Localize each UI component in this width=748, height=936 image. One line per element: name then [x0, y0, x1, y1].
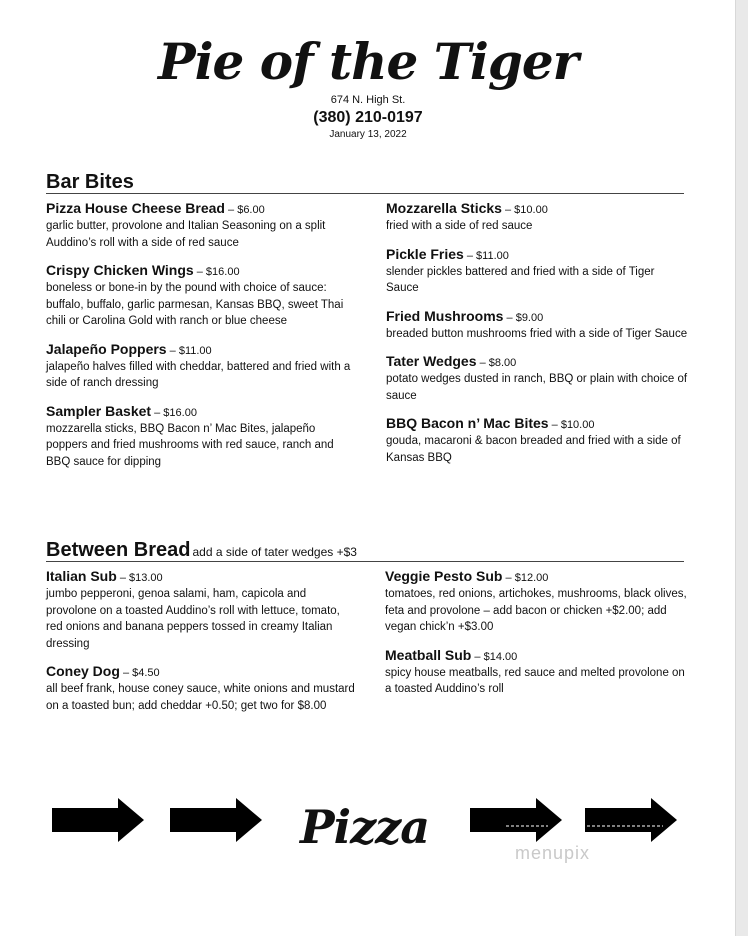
item-price: – $11.00 — [166, 344, 212, 357]
menu-item — [46, 567, 356, 652]
item-name: Tater Wedges — [386, 353, 477, 369]
item-name: Fried Mushrooms — [386, 307, 504, 324]
item-description: gouda, macaroni & bacon breaded and fried with a side of Kansas BBQ — [386, 435, 681, 464]
item-price: – $8.00 — [476, 357, 517, 369]
item-description: potato wedges dusted in ranch, BBQ or plain with choice of sauce — [386, 373, 688, 402]
item-price: – $14.00 — [471, 650, 518, 663]
item-description: spicy house meatballs, red sauce and melted provolone on a toasted Auddino’s roll — [385, 666, 685, 695]
menu-item — [46, 662, 356, 714]
item-name: Coney Dog — [46, 663, 120, 679]
menu-item — [46, 261, 356, 330]
item-description: tomatoes, red onions, artichokes, mushrooms, black olives, feta and provolone – add bacon or chicken +$2.00; add vegan chick’n +$3.00 — [385, 588, 687, 633]
item-name: Mozzarella Sticks — [386, 200, 502, 216]
menu-item — [385, 646, 691, 698]
item-description: fried with a side of red sauce — [386, 220, 533, 232]
item-price: – $9.00 — [503, 311, 544, 324]
menu-item — [386, 245, 690, 297]
menu-item — [386, 414, 690, 466]
bar-bites-left-column — [46, 199, 356, 480]
menu-item — [46, 402, 356, 471]
arrow-right-icon — [468, 796, 564, 844]
item-name: BBQ Bacon n’ Mac Bites — [386, 415, 549, 431]
menu-item — [46, 340, 356, 392]
item-name: Italian Sub — [46, 568, 117, 584]
item-price: – $11.00 — [463, 249, 509, 262]
item-description: garlic butter, provolone and Italian Seasoning on a split Auddino’s roll with a side of red sauce — [46, 220, 326, 249]
item-price: – $6.00 — [224, 204, 265, 216]
item-price: – $4.50 — [119, 667, 160, 679]
address: 674 N. High St. — [330, 94, 406, 106]
item-name: Jalapeño Poppers — [46, 340, 167, 357]
item-name: Veggie Pesto Sub — [385, 568, 503, 584]
item-price: – $16.00 — [193, 266, 240, 278]
page-edge — [735, 0, 748, 936]
item-price: – $12.00 — [502, 572, 549, 584]
item-description: slender pickles battered and fried with a side of Tiger Sauce — [386, 265, 655, 294]
phone-number: (380) 210-0197 — [313, 109, 423, 126]
item-price: – $16.00 — [151, 406, 197, 419]
item-description: mozzarella sticks, BBQ Bacon n’ Mac Bites, jalapeño poppers and fried mushrooms with red sauce, ranch and BBQ sauce for dipping — [46, 422, 334, 468]
menu-item — [385, 567, 691, 636]
item-description: breaded button mushrooms fried with a side of Tiger Sauce — [386, 327, 688, 340]
menu-item — [386, 307, 690, 343]
item-name: Pickle Fries — [386, 245, 464, 262]
section-title: Between Bread — [46, 539, 191, 561]
item-description: boneless or bone-in by the pound with choice of sauce: buffalo, buffalo, garlic parmesan, Kansas BBQ, sweet Thai chili or Carolina Gold with ranch or blue cheese — [46, 282, 344, 327]
item-description: all beef frank, house coney sauce, white onions and mustard on a toasted bun; add cheddar +0.50; get two for $8.00 — [46, 683, 355, 712]
item-price: – $13.00 — [116, 572, 163, 584]
item-name: Pizza House Cheese Bread — [46, 200, 225, 216]
bar-bites-right-column — [386, 199, 690, 476]
menu-item — [386, 352, 690, 404]
arrow-right-icon — [50, 796, 146, 844]
item-description: jumbo pepperoni, genoa salami, ham, capicola and provolone on a toasted Auddino’s roll with lettuce, tomato, red onions and banana peppers tossed in creamy Italian dressing — [46, 588, 340, 650]
arrow-right-icon — [168, 796, 264, 844]
between-bread-left-column — [46, 567, 356, 724]
menu-item — [46, 199, 356, 251]
item-name: Crispy Chicken Wings — [46, 262, 194, 278]
restaurant-title: Pie of the Tiger — [157, 32, 579, 91]
item-price: – $10.00 — [548, 419, 595, 431]
section-bar-bites-heading — [46, 171, 684, 194]
item-price: – $10.00 — [501, 204, 548, 216]
menu-date: January 13, 2022 — [329, 129, 407, 140]
section-note: add a side of tater wedges +$3 — [192, 545, 357, 559]
item-description: jalapeño halves filled with cheddar, battered and fried with a side of ranch dressing — [46, 360, 351, 389]
between-bread-right-column — [385, 567, 691, 708]
menu-header — [0, 32, 736, 140]
menu-item — [386, 199, 690, 235]
arrow-right-icon — [583, 796, 679, 844]
pizza-section-label: Pizza — [300, 800, 430, 854]
watermark: menupix — [515, 843, 591, 863]
item-name: Meatball Sub — [385, 646, 472, 663]
section-between-bread-heading — [46, 539, 684, 562]
item-name: Sampler Basket — [46, 402, 152, 419]
section-title: Bar Bites — [46, 171, 134, 193]
